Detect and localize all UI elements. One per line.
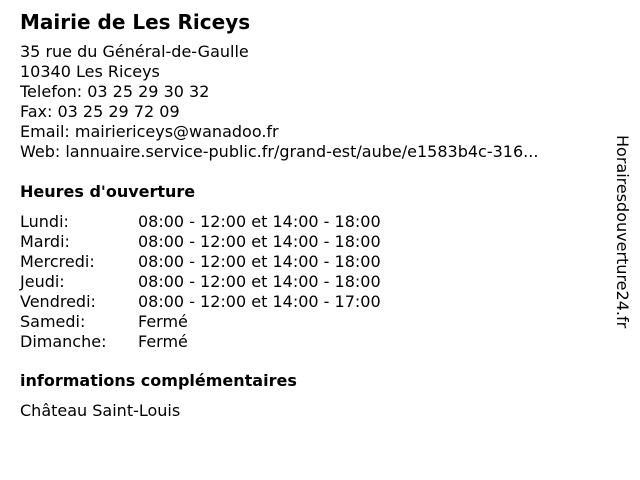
- hours-row: [20, 292, 610, 312]
- hours-row: [20, 252, 610, 272]
- hours-time: 08:00 - 12:00 et 14:00 - 18:00: [138, 232, 381, 251]
- phone-line: Telefon: 03 25 29 30 32: [20, 82, 210, 101]
- hours-row: [20, 332, 610, 352]
- hours-time: Fermé: [138, 312, 188, 331]
- hours-time: 08:00 - 12:00 et 14:00 - 17:00: [138, 292, 381, 311]
- hours-row: [20, 212, 610, 232]
- hours-row: [20, 272, 610, 292]
- fax-line: Fax: 03 25 29 72 09: [20, 102, 180, 121]
- hours-day: Mardi:: [20, 232, 70, 251]
- site-watermark: Horairesdouverture24.fr: [613, 135, 632, 329]
- hours-day: Samedi:: [20, 312, 86, 331]
- hours-day: Dimanche:: [20, 332, 107, 351]
- hours-time: Fermé: [138, 332, 188, 351]
- hours-row: [20, 312, 610, 332]
- info-text: Château Saint-Louis: [20, 401, 181, 420]
- email-line: Email: mairiericeys@wanadoo.fr: [20, 122, 279, 141]
- hours-table: [20, 212, 610, 352]
- web-line: Web: lannuaire.service-public.fr/grand-est/aube/e1583b4c-316...: [20, 142, 539, 161]
- hours-heading: Heures d'ouverture: [20, 182, 196, 201]
- hours-day: Mercredi:: [20, 252, 95, 271]
- hours-time: 08:00 - 12:00 et 14:00 - 18:00: [138, 272, 381, 291]
- hours-day: Vendredi:: [20, 292, 96, 311]
- listing-card: [20, 10, 610, 421]
- hours-row: [20, 232, 610, 252]
- hours-time: 08:00 - 12:00 et 14:00 - 18:00: [138, 252, 381, 271]
- address-city: 10340 Les Riceys: [20, 62, 160, 81]
- address-street: 35 rue du Général-de-Gaulle: [20, 42, 249, 61]
- page-title: Mairie de Les Riceys: [20, 10, 251, 34]
- hours-time: 08:00 - 12:00 et 14:00 - 18:00: [138, 212, 381, 231]
- info-heading: informations complémentaires: [20, 371, 297, 390]
- hours-day: Jeudi:: [20, 272, 65, 291]
- hours-day: Lundi:: [20, 212, 69, 231]
